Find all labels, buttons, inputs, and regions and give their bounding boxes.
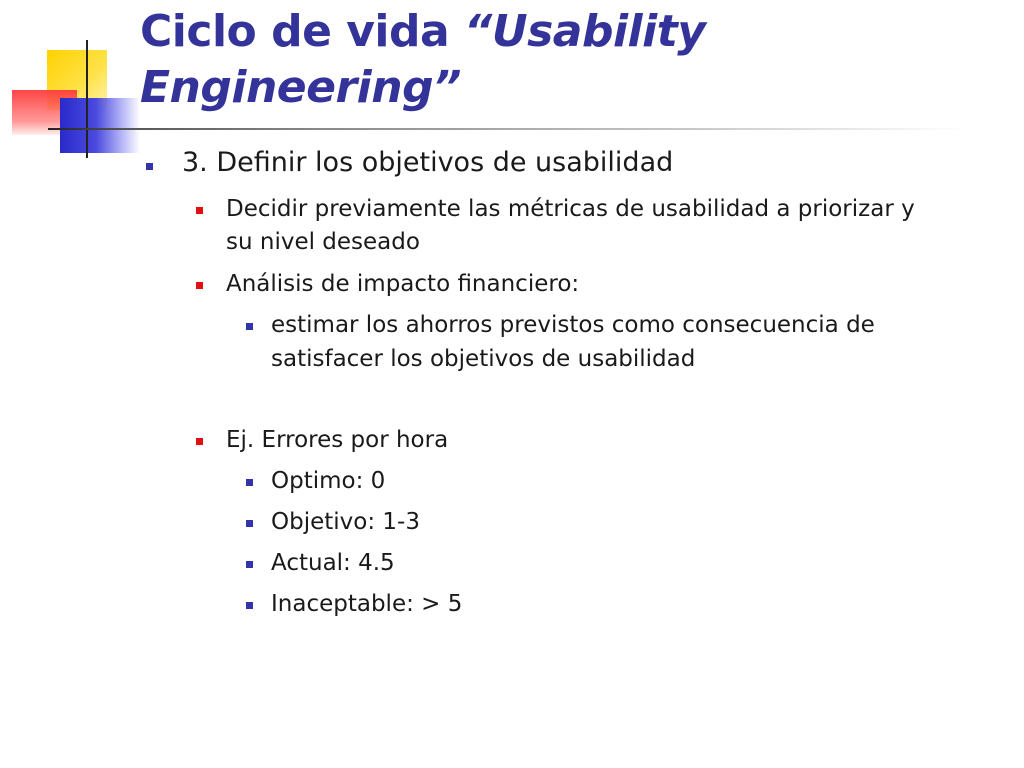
list-item-estimar-line1: estimar los ahorros previstos como consecuencia de — [271, 312, 875, 338]
bullet-level2 — [196, 207, 203, 214]
list-item-actual: Actual: 4.5 — [271, 550, 395, 576]
list-item-step3: 3. Definir los objetivos de usabilidad — [182, 147, 674, 178]
list-item-optimo: Optimo: 0 — [271, 468, 386, 494]
bullet-level2 — [196, 438, 203, 445]
title-text-italic-line2: Engineering” — [140, 62, 461, 113]
list-item-analisis: Análisis de impacto financiero: — [226, 271, 580, 297]
bullet-level3 — [246, 520, 253, 527]
title-text-italic-line1: “Usability — [464, 6, 706, 57]
bullet-level3 — [246, 479, 253, 486]
bullet-level3 — [246, 602, 253, 609]
list-item-decidir-line1: Decidir previamente las métricas de usabilidad a priorizar y — [226, 196, 915, 222]
list-item-inaceptable: Inaceptable: > 5 — [271, 591, 463, 617]
bullet-level3 — [246, 561, 253, 568]
bullet-level2 — [196, 282, 203, 289]
list-item-estimar-line2: satisfacer los objetivos de usabilidad — [271, 346, 696, 372]
title-text-plain: Ciclo de vida — [140, 6, 465, 57]
list-item-ejemplo: Ej. Errores por hora — [226, 427, 449, 453]
bullet-level1 — [146, 163, 153, 170]
bullet-level3 — [246, 323, 253, 330]
list-item-decidir-line2: su nivel deseado — [226, 229, 420, 255]
list-item-objetivo: Objetivo: 1-3 — [271, 509, 420, 535]
